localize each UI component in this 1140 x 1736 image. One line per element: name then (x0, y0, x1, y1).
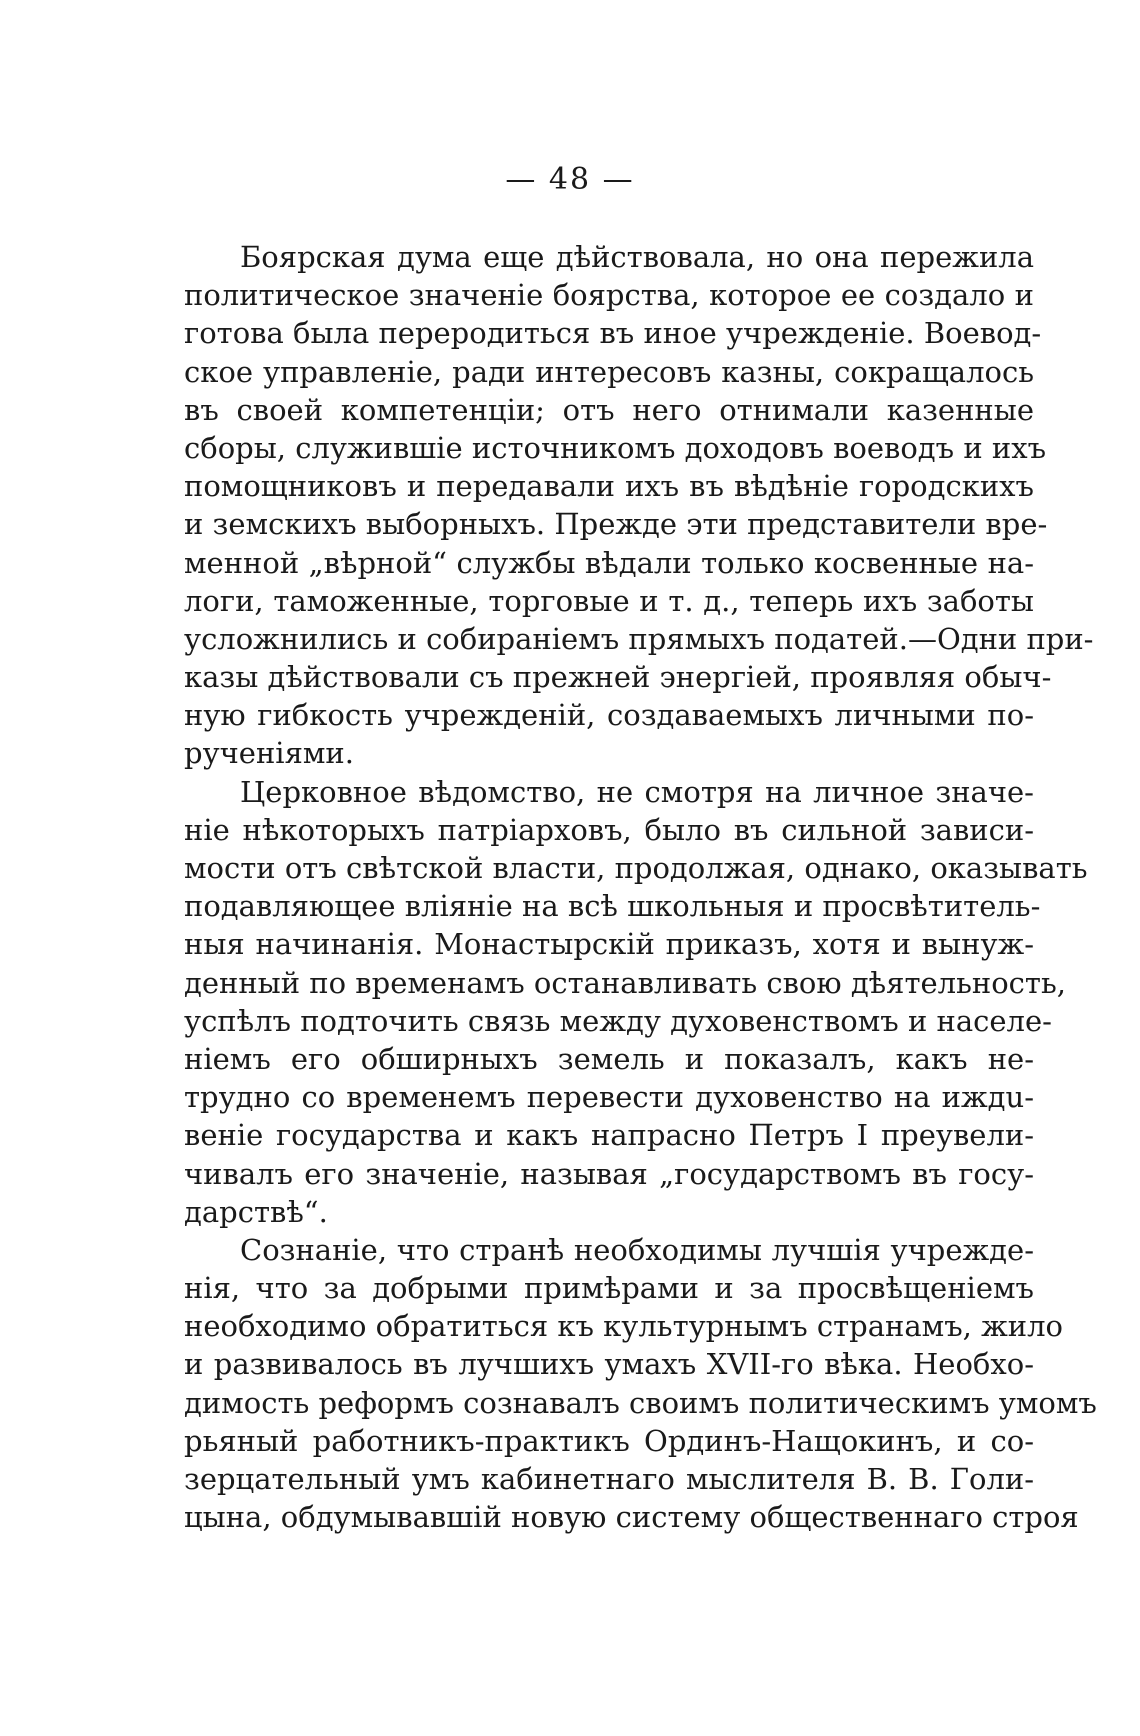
paragraph-1 (184, 238, 1094, 773)
text-line: Сознанiе, что странѣ необходимы лучшiя учрежде- (240, 1232, 1034, 1267)
text-line: ныя начинанiя. Монастырскiй приказъ, хотя и вынуж- (184, 927, 1034, 962)
text-line: ную гибкость учрежденiй, создаваемыхъ личными по- (184, 698, 1034, 733)
text-line: мости отъ свѣтской власти, продолжая, однако, оказывать (184, 851, 1088, 885)
text-line: зерцательный умъ кабинетнаго мыслителя В. В. Голи- (184, 1462, 1034, 1496)
text-line: денный по временамъ останавливать свою дѣятельность, (184, 965, 1066, 1000)
text-line: казы дѣйствовали съ прежней энергiей, проявляя обыч- (184, 660, 1052, 695)
text-line: въ своей компетенцiи; отъ него отнимали казенные (184, 392, 1034, 427)
text-line: нiе нѣкоторыхъ патрiарховъ, было въ сильной зависи- (184, 812, 1034, 847)
page-number: — 48 — (505, 162, 635, 197)
text-line: димость реформъ сознавалъ своимъ политическимъ умомъ (184, 1385, 1097, 1420)
text-line: и земскихъ выборныхъ. Прежде эти представители вре- (184, 507, 1048, 542)
text-line: цына, обдумывавшiй новую систему общественнаго строя (184, 1500, 1079, 1535)
text-line: помощниковъ и передавали ихъ въ вѣдѣнiе городскихъ (184, 469, 1034, 504)
text-line: Боярская дума еще дѣйствовала, но она пережила (240, 240, 1034, 274)
text-line: нiя, что за добрыми примѣрами и за просвѣщенiемъ (184, 1271, 1034, 1306)
text-line: подавляющее влiянiе на всѣ школьныя и просвѣтитель- (184, 889, 1041, 924)
text-line: трудно со временемъ перевести духовенство на иждu- (184, 1080, 1034, 1115)
text-line: рьяный работникъ-практикъ Ординъ-Нащокинъ, и со- (184, 1423, 1034, 1458)
text-line: успѣлъ подточить связь между духовенствомъ и населе- (184, 1003, 1052, 1038)
paragraph-2 (184, 773, 1088, 1231)
text-line: логи, таможенные, торговые и т. д., теперь ихъ заботы (184, 583, 1034, 618)
text-line: рученiями. (184, 736, 354, 771)
text-line: политическое значенiе боярства, которое ее создало и (184, 278, 1034, 313)
text-line: готова была переродиться въ иное учрежденiе. Воевод- (184, 316, 1042, 351)
text-line: ское управленiе, ради интересовъ казны, сокращалось (184, 354, 1034, 389)
text-line: необходимо обратиться къ культурнымъ странамъ, жило (184, 1309, 1063, 1344)
text-line: менной „вѣрной“ службы вѣдали только косвенные на- (184, 545, 1034, 580)
text-line: сборы, служившiе источникомъ доходовъ воеводъ и ихъ (184, 430, 1047, 465)
text-line: дарствѣ“. (184, 1194, 328, 1229)
text-line: Церковное вѣдомство, не смотря на личное значе- (240, 774, 1034, 809)
text-line: нiемъ его обширныхъ земель и показалъ, какъ не- (184, 1041, 1034, 1076)
text-line: усложнились и собиранiемъ прямыхъ податей.—Одни при- (184, 621, 1094, 656)
paragraph-3 (184, 1231, 1097, 1537)
text-line: и развивалось въ лучшихъ умахъ XVII-го вѣка. Необхо- (184, 1347, 1034, 1382)
text-line: венiе государства и какъ напрасно Петръ I преувели- (184, 1118, 1034, 1153)
text-line: чивалъ его значенiе, называя „государствомъ въ госу- (184, 1156, 1034, 1191)
body-text (184, 238, 1097, 1536)
